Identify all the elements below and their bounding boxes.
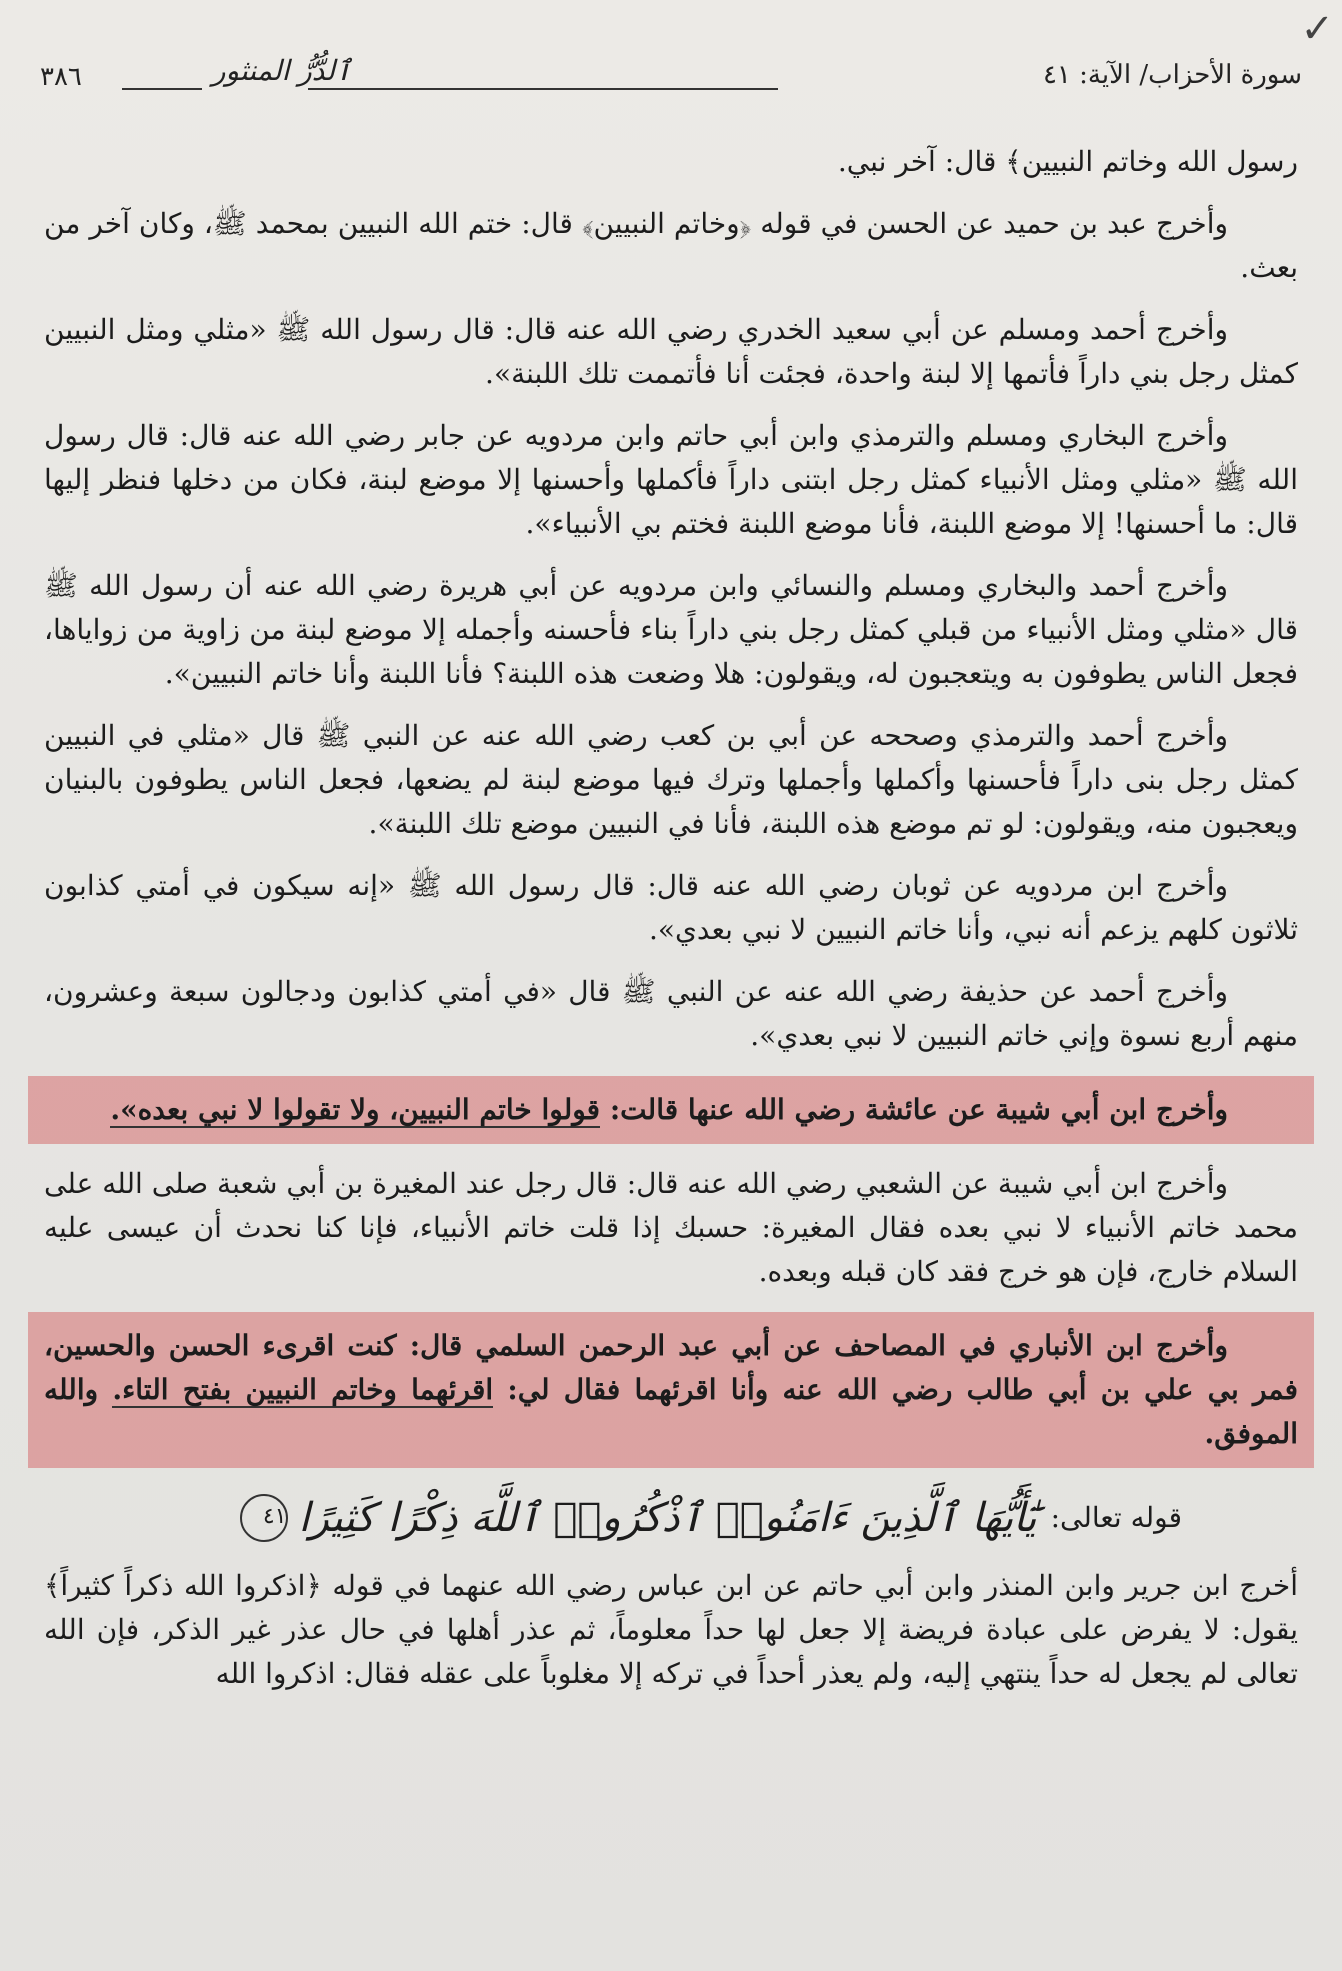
header-rule: [308, 88, 778, 90]
ayah-number-mark: ٤١: [240, 1494, 288, 1542]
paragraph: وأخرج أحمد والبخاري ومسلم والنسائي وابن مردويه عن أبي هريرة رضي الله عنه أن رسول الله ﷺ قال «مثلي ومثل الأنبياء من قبلي كمثل رجل بني داراً بناء فأحسنه وأجمله إلا موضع لبنة من زاوية من زواياها، فجعل الناس يطوفون به ويتعجبون له، ويقولون: هلا وضعت هذه اللبنة؟ فأنا اللبنة وأنا خاتم النبيين».: [44, 569, 1298, 690]
highlight-lead-text: وأخرج ابن الأنباري في المصاحف عن أبي عبد الرحمن السلمي قال: كنت اقرىء الحسن والحسين، فمر بي علي بن أبي طالب رضي الله عنه وأنا اقرئهما فقال لي:: [44, 1329, 1299, 1406]
highlight-tail-text: والله الموفق.: [44, 1373, 1298, 1450]
verse-text: يَٰٓأَيُّهَا ٱلَّذِينَ ءَامَنُوا۟ ٱذْكُرُوا۟ ٱللَّهَ ذِكْرًا كَثِيرًا: [298, 1495, 1037, 1541]
paragraph: وأخرج أحمد عن حذيفة رضي الله عنه عن النبي ﷺ قال «في أمتي كذابون ودجالون سبعة وعشرون، منهم أربع نسوة وإني خاتم النبيين لا نبي بعدي».: [44, 975, 1298, 1052]
paragraph: وأخرج أحمد ومسلم عن أبي سعيد الخدري رضي الله عنه قال: قال رسول الله ﷺ «مثلي ومثل النبيين كمثل رجل بني داراً فأتمها إلا لبنة واحدة، فجئت أنا فأتممت تلك اللبنة».: [44, 313, 1298, 390]
highlight-lead-text: وأخرج ابن أبي شيبة عن عائشة رضي الله عنها قالت:: [600, 1093, 1228, 1126]
paragraph: وأخرج ابن مردويه عن ثوبان رضي الله عنه قال: قال رسول الله ﷺ «إنه سيكون في أمتي كذابون ثلاثون كلهم يزعم أنه نبي، وأنا خاتم النبيين لا نبي بعدي».: [44, 869, 1298, 946]
paragraph: رسول الله وخاتم النبيين﴾ قال: آخر نبي.: [837, 145, 1298, 178]
book-title: ٱلدُّرُّ المنثور: [212, 54, 352, 87]
paragraph: وأخرج عبد بن حميد عن الحسن في قوله ﴿وخاتم النبيين﴾ قال: ختم الله النبيين بمحمد ﷺ، وكان آخر من بعث.: [44, 207, 1298, 284]
page-header: [40, 52, 1302, 102]
paragraph: وأخرج أحمد والترمذي وصححه عن أبي بن كعب رضي الله عنه عن النبي ﷺ قال «مثلي في النبيين كمثل رجل بنى داراً فأحسنها وأكملها وأجملها وترك فيها موضع لبنة لم يضعها، فجعل الناس يطوفون بالبنيان ويعجبون منه، ويقولون: لو تم موضع هذه اللبنة، فأنا في النبيين موضع تلك اللبنة».: [44, 719, 1298, 840]
verse-intro: قوله تعالى:: [1050, 1501, 1182, 1534]
paragraph: وأخرج ابن أبي شيبة عن الشعبي رضي الله عنه قال: قال رجل عند المغيرة بن أبي شعبة صلى الله على محمد خاتم الأنبياء لا نبي بعده فقال المغيرة: حسبك إذا قلت خاتم الأنبياء، فإنا كنا نحدث أن عيسى عليه السلام خارج، فإن هو خرج فقد كان قبله وبعده.: [44, 1167, 1298, 1288]
underlined-text: اقرئهما وخاتم النبيين بفتح التاء.: [112, 1373, 494, 1406]
underlined-text: قولوا خاتم النبيين، ولا تقولوا لا نبي بعده».: [110, 1093, 601, 1126]
paragraph: أخرج ابن جرير وابن المنذر وابن أبي حاتم عن ابن عباس رضي الله عنهما في قوله ﴿اذكروا الله ذكراً كثيراً﴾ يقول: لا يفرض على عبادة فريضة إلا جعل لها حداً معلوماً، ثم عذر أهلها في حال عذر غير الذكر، فإن الله تعالى لم يجعل له حداً ينتهي إليه، ولم يعذر أحداً في تركه إلا مغلوباً على عقله فقال: اذكروا الله: [44, 1569, 1298, 1690]
margin-check-mark: ✓: [1300, 6, 1334, 52]
page-number: ٣٨٦: [40, 62, 82, 92]
page-body: [40, 140, 1302, 1714]
highlighted-paragraph-anbari: [28, 1312, 1314, 1468]
surah-reference: سورة الأحزاب/ الآية: ٤١: [1042, 60, 1302, 90]
highlighted-paragraph-aisha: [28, 1076, 1314, 1144]
quran-verse-line: [40, 1494, 1302, 1542]
paragraph: وأخرج البخاري ومسلم والترمذي وابن أبي حاتم وابن مردويه عن جابر رضي الله عنه قال: قال رسول الله ﷺ «مثلي ومثل الأنبياء كمثل رجل ابتنى داراً فأكملها وأحسنها إلا موضع لبنة، فكان من دخلها فنظر إليها قال: ما أحسنها! إلا موضع اللبنة، فأنا موضع اللبنة فختم بي الأنبياء».: [44, 419, 1298, 540]
header-rule-left: [122, 88, 202, 90]
